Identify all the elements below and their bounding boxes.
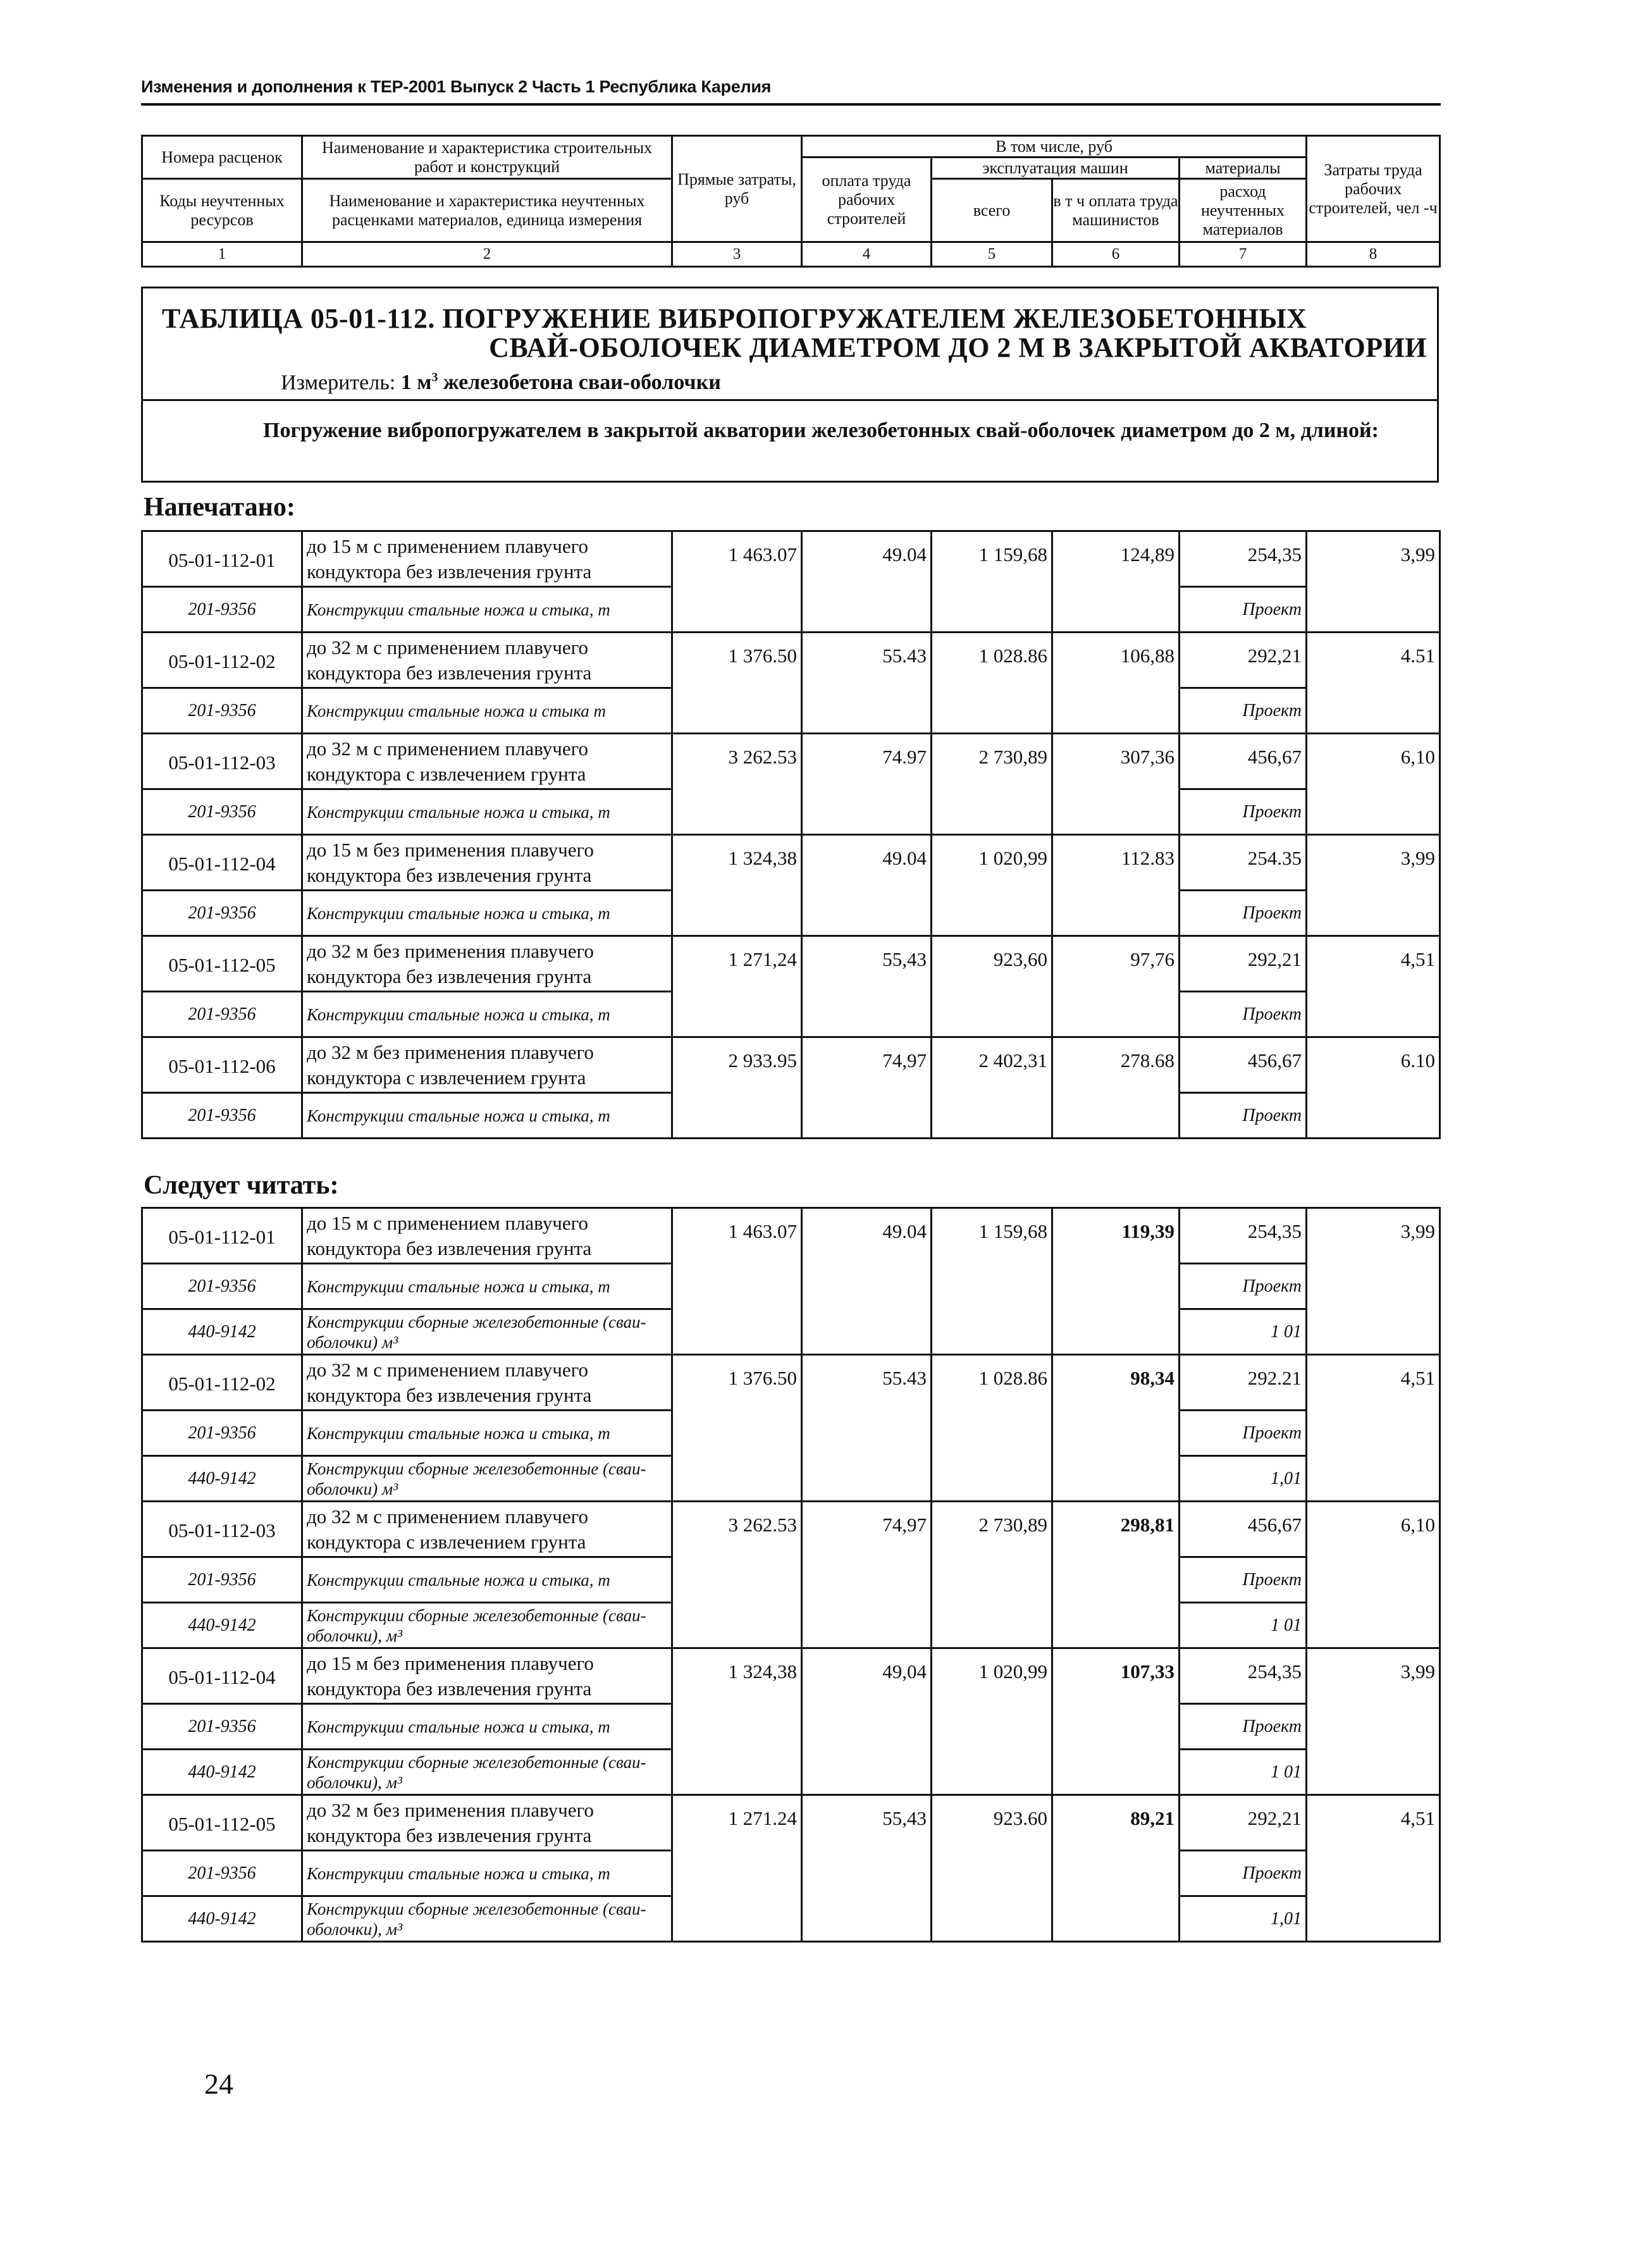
section-label-corrected: Следует читать: (144, 1171, 339, 1200)
rate-code: 05-01-112-01 (142, 531, 302, 587)
value-operators-corrected: 107,33 (1120, 1660, 1174, 1683)
value-machines: 1 020,99 (932, 1648, 1052, 1795)
rate-code: 05-01-112-06 (142, 1037, 302, 1093)
resource-code: 201-9356 (142, 992, 302, 1037)
document-header: Изменения и дополнения к ТЕР-2001 Выпуск 2 Часть 1 Республика Карелия (141, 77, 772, 96)
resource-value: Проект (1180, 1411, 1307, 1456)
value-labor: 55.43 (802, 633, 932, 734)
resource-value: 1 01 (1180, 1309, 1307, 1355)
value-materials: 456,67 (1180, 734, 1307, 789)
value-operators: 97,76 (1052, 936, 1180, 1037)
value-operators: 124,89 (1052, 531, 1180, 633)
resource-value: 1,01 (1180, 1456, 1307, 1502)
value-materials: 254,35 (1180, 1208, 1307, 1264)
value-machines: 1 028.86 (932, 633, 1052, 734)
col1-header-bottom: Коды неучтенных ресурсов (142, 179, 302, 242)
value-labor: 55,43 (802, 1795, 932, 1942)
rate-code: 05-01-112-03 (142, 1502, 302, 1557)
resource-name: Конструкции сборные железобетонные (сваи-оболочки), м³ (302, 1603, 672, 1648)
value-operators-corrected: 89,21 (1130, 1807, 1174, 1829)
table-row (142, 531, 1440, 587)
value-operators (1052, 1355, 1180, 1502)
resource-name: Конструкции стальные ножа и стыка, т (302, 1264, 672, 1309)
col-number: 3 (672, 242, 802, 267)
machines-header: эксплуатация машин (932, 158, 1180, 179)
rate-code: 05-01-112-04 (142, 1648, 302, 1704)
value-direct: 1 324,38 (672, 1648, 802, 1795)
rate-code: 05-01-112-04 (142, 835, 302, 891)
resource-name: Конструкции стальные ножа и стыка, т (302, 1093, 672, 1139)
resource-name: Конструкции стальные ножа и стыка, т (302, 1851, 672, 1896)
col-number: 8 (1307, 242, 1440, 267)
rate-code: 05-01-112-03 (142, 734, 302, 789)
col2-header-top: Наименование и характеристика строительных работ и конструкций (302, 136, 672, 179)
rate-name: до 32 м с применением плавучего кондуктора без извлечения грунта (302, 633, 672, 688)
resource-value: 1,01 (1180, 1896, 1307, 1942)
rate-code: 05-01-112-01 (142, 1208, 302, 1264)
resource-code: 201-9356 (142, 1557, 302, 1603)
resource-value: Проект (1180, 891, 1307, 936)
rate-name: до 15 м без применения плавучего кондуктора без извлечения грунта (302, 1648, 672, 1704)
resource-name: Конструкции стальные ножа и стыка, т (302, 587, 672, 633)
resource-code: 440-9142 (142, 1750, 302, 1795)
value-machines: 923.60 (932, 1795, 1052, 1942)
value-labor: 49.04 (802, 835, 932, 936)
value-hours: 6.10 (1307, 1037, 1440, 1139)
resource-code: 440-9142 (142, 1309, 302, 1355)
table-row (142, 734, 1440, 789)
value-materials: 456,67 (1180, 1037, 1307, 1093)
resource-name: Конструкции сборные железобетонные (сваи-оболочки) м³ (302, 1456, 672, 1502)
value-machines: 2 730,89 (932, 1502, 1052, 1648)
value-operators-corrected: 298,81 (1120, 1514, 1174, 1536)
value-labor: 49.04 (802, 1208, 932, 1355)
value-hours: 4,51 (1307, 1355, 1440, 1502)
value-direct: 1 324,38 (672, 835, 802, 936)
value-labor: 55,43 (802, 936, 932, 1037)
resource-value: Проект (1180, 688, 1307, 734)
value-materials: 292.21 (1180, 1355, 1307, 1411)
rate-code: 05-01-112-05 (142, 1795, 302, 1851)
printed-rows (142, 531, 1440, 1139)
value-hours: 3,99 (1307, 835, 1440, 936)
resource-code: 201-9356 (142, 891, 302, 936)
value-materials: 292,21 (1180, 936, 1307, 992)
value-materials: 254,35 (1180, 1648, 1307, 1704)
table-row (142, 1795, 1440, 1851)
value-materials: 456,67 (1180, 1502, 1307, 1557)
corrected-rows (142, 1208, 1440, 1942)
value-direct: 2 933.95 (672, 1037, 802, 1139)
resource-value: Проект (1180, 587, 1307, 633)
resource-value: Проект (1180, 1704, 1307, 1750)
value-operators: 112.83 (1052, 835, 1180, 936)
value-machines: 1 028.86 (932, 1355, 1052, 1502)
value-operators: 307,36 (1052, 734, 1180, 835)
measure-label: Измеритель: (281, 371, 396, 395)
resource-code: 440-9142 (142, 1456, 302, 1502)
value-operators-corrected: 98,34 (1130, 1367, 1174, 1389)
page-number: 24 (204, 2068, 233, 2100)
value-direct: 3 262.53 (672, 734, 802, 835)
value-operators (1052, 1795, 1180, 1942)
value-hours: 3,99 (1307, 1208, 1440, 1355)
rate-name: до 32 м без применения плавучего кондуктора с извлечением грунта (302, 1037, 672, 1093)
rate-code: 05-01-112-02 (142, 633, 302, 688)
resource-name: Конструкции сборные железобетонные (сваи-оболочки) м³ (302, 1309, 672, 1355)
value-direct: 1 376.50 (672, 1355, 802, 1502)
value-materials: 254.35 (1180, 835, 1307, 891)
resource-value: Проект (1180, 1093, 1307, 1139)
resource-code: 201-9356 (142, 1411, 302, 1456)
value-labor: 74,97 (802, 1502, 932, 1648)
value-machines: 2 402,31 (932, 1037, 1052, 1139)
corrected-price-table (141, 1207, 1441, 1943)
value-direct: 1 271.24 (672, 1795, 802, 1942)
value-labor: 74,97 (802, 1037, 932, 1139)
value-operators-corrected: 119,39 (1121, 1220, 1174, 1242)
header-rule (141, 103, 1441, 106)
rate-name: до 32 м без применения плавучего кондуктора без извлечения грунта (302, 936, 672, 992)
resource-name: Конструкции сборные железобетонные (сваи-оболочки), м³ (302, 1750, 672, 1795)
table-row (142, 835, 1440, 891)
value-operators (1052, 1502, 1180, 1648)
col-number: 1 (142, 242, 302, 267)
resource-value: Проект (1180, 1851, 1307, 1896)
col-number: 4 (802, 242, 932, 267)
measure-unit (281, 371, 721, 395)
table-row (142, 1037, 1440, 1093)
value-materials: 292,21 (1180, 1795, 1307, 1851)
value-operators (1052, 1648, 1180, 1795)
value-machines: 923,60 (932, 936, 1052, 1037)
column-header-table (141, 135, 1441, 268)
table-title-box (141, 287, 1439, 399)
col1-header-top: Номера расценок (142, 136, 302, 179)
resource-code: 201-9356 (142, 688, 302, 734)
section-label-printed: Напечатано: (144, 493, 295, 522)
col4-header: оплата труда рабочих строителей (802, 158, 932, 242)
rate-name: до 15 м без применения плавучего кондуктора без извлечения грунта (302, 835, 672, 891)
value-hours: 6,10 (1307, 734, 1440, 835)
measure-exponent: 3 (431, 371, 438, 385)
resource-name: Конструкции сборные железобетонные (сваи-оболочки), м³ (302, 1896, 672, 1942)
col-number: 6 (1052, 242, 1180, 267)
value-direct: 1 463.07 (672, 531, 802, 633)
resource-value: Проект (1180, 992, 1307, 1037)
value-hours: 3,99 (1307, 531, 1440, 633)
col2-header-bottom: Наименование и характеристика неучтенных расценками материалов, единица измерения (302, 179, 672, 242)
col3-header: Прямые затраты, руб (672, 136, 802, 242)
value-hours: 4.51 (1307, 633, 1440, 734)
value-hours: 4,51 (1307, 1795, 1440, 1942)
table-row (142, 1208, 1440, 1264)
table-title-line2: СВАЙ-ОБОЛОЧЕК ДИАМЕТРОМ ДО 2 М В ЗАКРЫТОЙ АКВАТОРИИ (489, 332, 1427, 363)
resource-value: 1 01 (1180, 1750, 1307, 1795)
rate-code: 05-01-112-02 (142, 1355, 302, 1411)
group-header: В том числе, руб (802, 136, 1307, 158)
value-labor: 49,04 (802, 1648, 932, 1795)
value-machines: 2 730,89 (932, 734, 1052, 835)
printed-price-table (141, 530, 1441, 1139)
value-direct: 1 463.07 (672, 1208, 802, 1355)
value-direct: 1 376.50 (672, 633, 802, 734)
resource-value: Проект (1180, 789, 1307, 835)
value-machines: 1 020,99 (932, 835, 1052, 936)
rate-name: до 32 м с применением плавучего кондуктора без извлечения грунта (302, 1355, 672, 1411)
resource-name: Конструкции стальные ножа и стыка, т (302, 1704, 672, 1750)
value-labor: 49.04 (802, 531, 932, 633)
table-row (142, 1355, 1440, 1411)
resource-code: 201-9356 (142, 587, 302, 633)
materials-header: материалы (1180, 158, 1307, 179)
resource-code: 201-9356 (142, 1264, 302, 1309)
rate-name: до 15 м с применением плавучего кондуктора без извлечения грунта (302, 531, 672, 587)
value-hours: 3,99 (1307, 1648, 1440, 1795)
resource-code: 440-9142 (142, 1603, 302, 1648)
resource-name: Конструкции стальные ножа и стыка, т (302, 891, 672, 936)
value-materials: 254,35 (1180, 531, 1307, 587)
resource-name: Конструкции стальные ножа и стыка, т (302, 992, 672, 1037)
value-direct: 1 271,24 (672, 936, 802, 1037)
col8-header: Затраты труда рабочих строителей, чел -ч (1307, 136, 1440, 242)
value-labor: 74.97 (802, 734, 932, 835)
resource-name: Конструкции стальные ножа и стыка, т (302, 1411, 672, 1456)
subtitle-box (141, 399, 1439, 483)
table-row (142, 633, 1440, 688)
resource-code: 440-9142 (142, 1896, 302, 1942)
rate-name: до 15 м с применением плавучего кондуктора без извлечения грунта (302, 1208, 672, 1264)
table-subtitle: Погружение вибропогружателем в закрытой акватории железобетонных свай-оболочек диаметром до 2 м, длиной: (263, 419, 1379, 442)
resource-code: 201-9356 (142, 789, 302, 835)
resource-name: Конструкции стальные ножа и стыка, т (302, 1557, 672, 1603)
table-title-line1: ТАБЛИЦА 05-01-112. ПОГРУЖЕНИЕ ВИБРОПОГРУЖАТЕЛЕМ ЖЕЛЕЗОБЕТОННЫХ (162, 303, 1307, 334)
value-operators (1052, 1208, 1180, 1355)
col6-header: в т ч оплата труда машинистов (1052, 179, 1180, 242)
value-labor: 55.43 (802, 1355, 932, 1502)
resource-code: 201-9356 (142, 1093, 302, 1139)
resource-name: Конструкции стальные ножа и стыка т (302, 688, 672, 734)
rate-name: до 32 м без применения плавучего кондуктора без извлечения грунта (302, 1795, 672, 1851)
col5-header: всего (932, 179, 1052, 242)
resource-value: Проект (1180, 1264, 1307, 1309)
value-machines: 1 159,68 (932, 531, 1052, 633)
rate-name: до 32 м с применением плавучего кондуктора с извлечением грунта (302, 1502, 672, 1557)
resource-code: 201-9356 (142, 1704, 302, 1750)
value-hours: 4,51 (1307, 936, 1440, 1037)
measure-value: 1 м (400, 371, 432, 395)
resource-value: Проект (1180, 1557, 1307, 1603)
value-hours: 6,10 (1307, 1502, 1440, 1648)
value-machines: 1 159,68 (932, 1208, 1052, 1355)
value-operators: 278.68 (1052, 1037, 1180, 1139)
table-row (142, 1502, 1440, 1557)
resource-value: 1 01 (1180, 1603, 1307, 1648)
col-number: 2 (302, 242, 672, 267)
resource-name: Конструкции стальные ножа и стыка, т (302, 789, 672, 835)
col-number: 7 (1180, 242, 1307, 267)
col7-header: расход неучтенных материалов (1180, 179, 1307, 242)
value-direct: 3 262.53 (672, 1502, 802, 1648)
resource-code: 201-9356 (142, 1851, 302, 1896)
rate-name: до 32 м с применением плавучего кондуктора с извлечением грунта (302, 734, 672, 789)
value-operators: 106,88 (1052, 633, 1180, 734)
table-row (142, 936, 1440, 992)
col-number: 5 (932, 242, 1052, 267)
value-materials: 292,21 (1180, 633, 1307, 688)
rate-code: 05-01-112-05 (142, 936, 302, 992)
measure-rest: железобетона сваи-оболочки (438, 371, 721, 395)
table-row (142, 1648, 1440, 1704)
